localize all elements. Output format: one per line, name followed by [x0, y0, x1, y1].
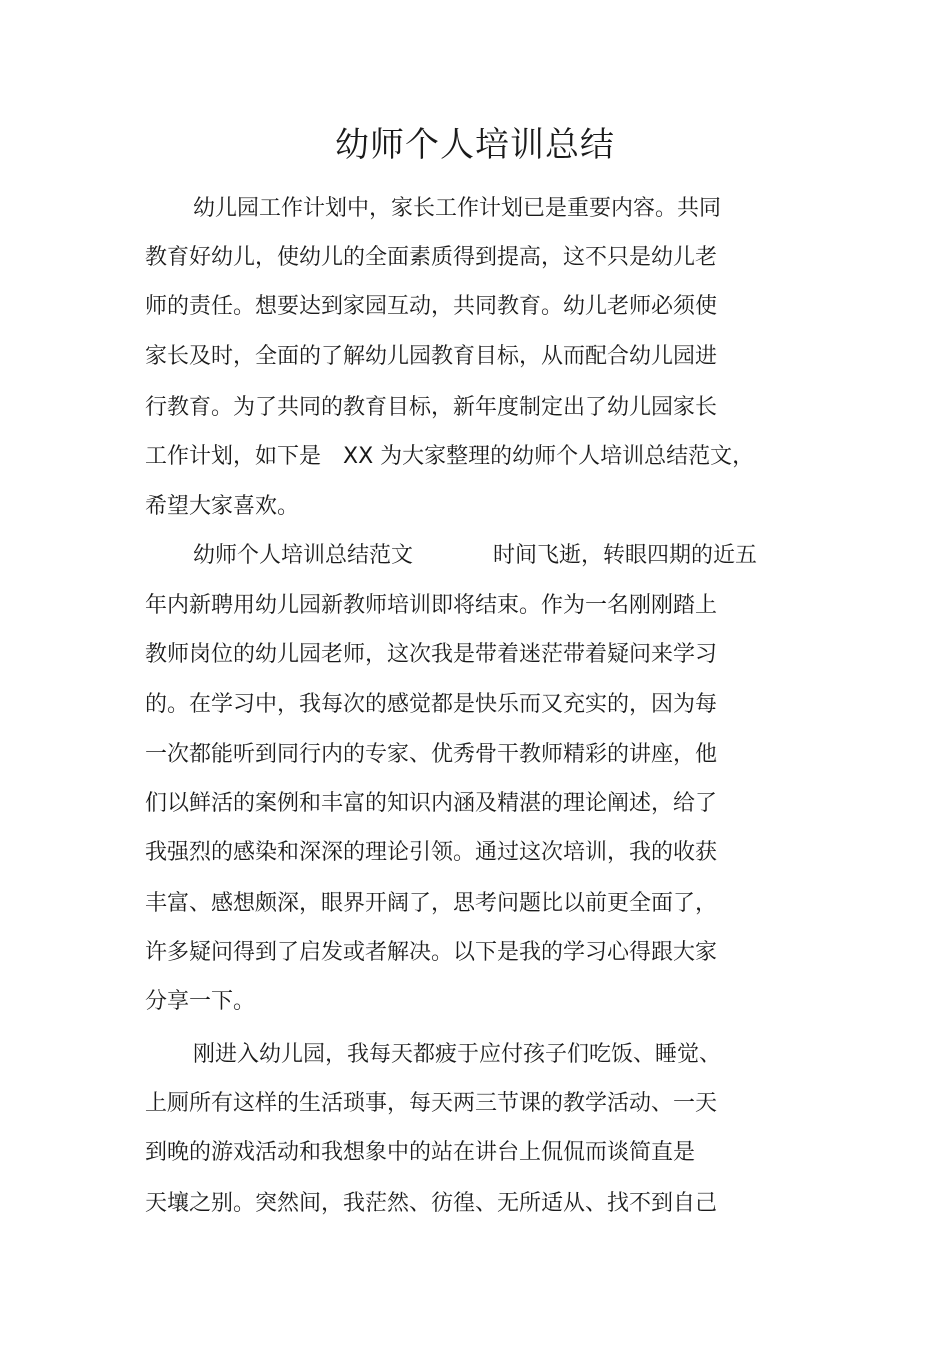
paragraph-1-line-6: 工作计划，如下是 XX 为大家整理的幼师个人培训总结范文，	[145, 444, 755, 469]
paragraph-3-line-3: 到晚的游戏活动和我想象中的站在讲台上侃侃而谈简直是	[145, 1140, 696, 1165]
paragraph-2-lead: 时间飞逝，转眼四期的近五	[493, 543, 758, 568]
paragraph-1-line-3: 师的责任。想要达到家园互动，共同教育。幼儿老师必须使	[145, 294, 718, 319]
paragraph-2-line-5: 一次都能听到同行内的专家、优秀骨干教师精彩的讲座，他	[145, 742, 718, 767]
paragraph-2-heading: 幼师个人培训总结范文	[193, 543, 414, 568]
paragraph-1-line-4: 家长及时，全面的了解幼儿园教育目标，从而配合幼儿园进	[145, 344, 718, 369]
paragraph-2-line-2: 年内新聘用幼儿园新教师培训即将结束。作为一名刚刚踏上	[145, 593, 718, 618]
paragraph-1-line-5: 行教育。为了共同的教育目标，新年度制定出了幼儿园家长	[145, 395, 718, 420]
paragraph-3-line-1: 刚进入幼儿园，我每天都疲于应付孩子们吃饭、睡觉、	[193, 1042, 722, 1067]
paragraph-1-line-2: 教育好幼儿，使幼儿的全面素质得到提高，这不只是幼儿老	[145, 245, 718, 270]
paragraph-1-line-1: 幼儿园工作计划中，家长工作计划已是重要内容。共同	[193, 196, 722, 221]
paragraph-2-line-3: 教师岗位的幼儿园老师，这次我是带着迷茫带着疑问来学习	[145, 642, 718, 667]
paragraph-1-line-7: 希望大家喜欢。	[145, 494, 300, 519]
paragraph-2-line-6: 们以鲜活的案例和丰富的知识内涵及精湛的理论阐述，给了	[145, 791, 718, 816]
paragraph-2-line-7: 我强烈的感染和深深的理论引领。通过这次培训，我的收获	[145, 840, 718, 865]
paragraph-3-line-2: 上厕所有这样的生活琐事，每天两三节课的教学活动、一天	[145, 1091, 718, 1116]
paragraph-2-line-9: 许多疑问得到了启发或者解决。以下是我的学习心得跟大家	[145, 940, 718, 965]
paragraph-2-line-1	[193, 541, 757, 571]
paragraph-2-line-10: 分享一下。	[145, 989, 256, 1014]
paragraph-2-line-4: 的。在学习中，我每次的感觉都是快乐而又充实的，因为每	[145, 692, 718, 717]
document-title: 幼师个人培训总结	[335, 125, 615, 165]
paragraph-3-line-4: 天壤之别。突然间，我茫然、彷徨、无所适从、找不到自己	[145, 1191, 718, 1216]
paragraph-2-line-8: 丰富、感想颇深，眼界开阔了，思考问题比以前更全面了，	[145, 891, 718, 916]
